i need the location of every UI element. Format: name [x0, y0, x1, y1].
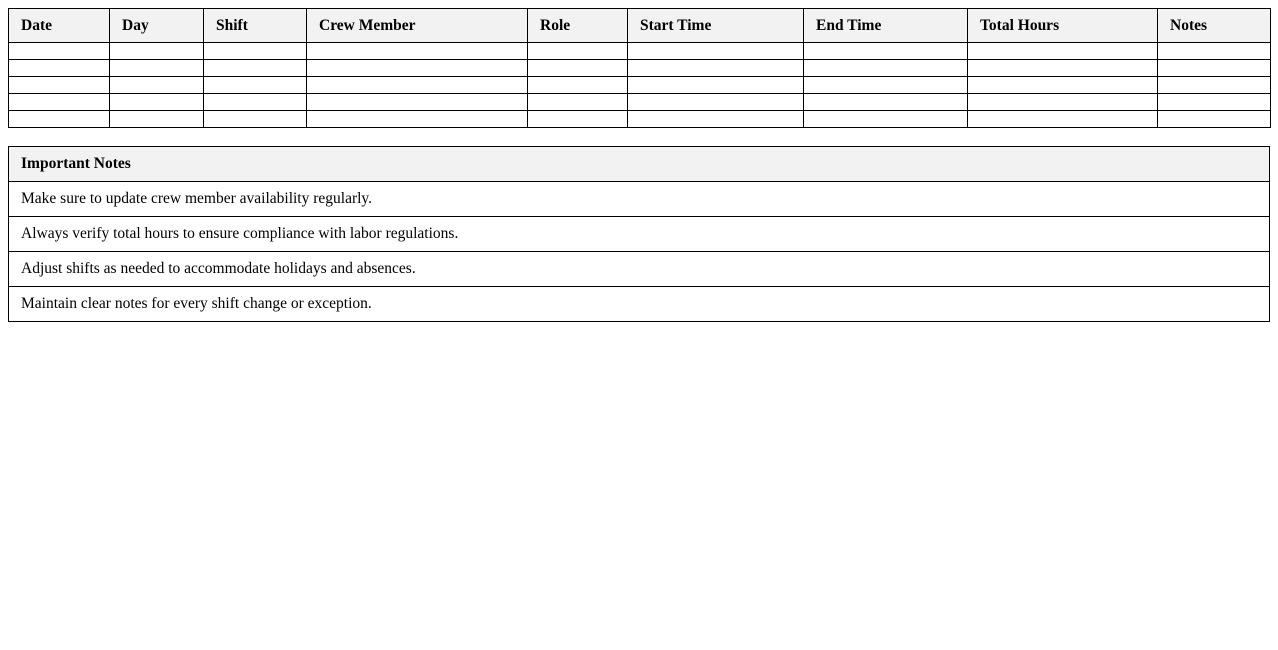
table-cell[interactable] [9, 77, 110, 94]
table-cell[interactable] [1158, 60, 1271, 77]
table-cell[interactable] [1158, 43, 1271, 60]
table-cell[interactable] [968, 43, 1158, 60]
table-cell[interactable] [804, 111, 968, 128]
column-header-total-hours: Total Hours [968, 9, 1158, 43]
notes-heading: Important Notes [9, 147, 1270, 182]
table-cell[interactable] [9, 43, 110, 60]
table-cell[interactable] [628, 94, 804, 111]
crew-schedule-table [8, 8, 1271, 128]
table-cell[interactable] [528, 77, 628, 94]
table-cell[interactable] [804, 60, 968, 77]
table-cell[interactable] [307, 111, 528, 128]
list-item [9, 182, 1270, 217]
table-cell[interactable] [1158, 94, 1271, 111]
list-item [9, 217, 1270, 252]
table-cell[interactable] [628, 60, 804, 77]
note-text: Maintain clear notes for every shift change or exception. [9, 287, 1270, 322]
column-header-crew-member: Crew Member [307, 9, 528, 43]
table-cell[interactable] [307, 77, 528, 94]
table-cell[interactable] [307, 94, 528, 111]
page-content [8, 8, 1270, 322]
table-row [9, 43, 1271, 60]
table-cell[interactable] [110, 77, 204, 94]
table-cell[interactable] [528, 60, 628, 77]
table-cell[interactable] [9, 111, 110, 128]
table-cell[interactable] [307, 43, 528, 60]
table-header-row [9, 9, 1271, 43]
table-cell[interactable] [110, 43, 204, 60]
table-cell[interactable] [204, 111, 307, 128]
table-cell[interactable] [968, 94, 1158, 111]
table-cell[interactable] [110, 111, 204, 128]
table-row [9, 77, 1271, 94]
list-item [9, 252, 1270, 287]
table-cell[interactable] [204, 77, 307, 94]
table-cell[interactable] [968, 77, 1158, 94]
table-cell[interactable] [528, 43, 628, 60]
note-text: Make sure to update crew member availability regularly. [9, 182, 1270, 217]
column-header-day: Day [110, 9, 204, 43]
table-cell[interactable] [9, 94, 110, 111]
table-cell[interactable] [307, 60, 528, 77]
column-header-shift: Shift [204, 9, 307, 43]
table-cell[interactable] [968, 60, 1158, 77]
table-row [9, 60, 1271, 77]
table-cell[interactable] [528, 94, 628, 111]
list-item [9, 287, 1270, 322]
column-header-date: Date [9, 9, 110, 43]
table-cell[interactable] [9, 60, 110, 77]
table-cell[interactable] [204, 43, 307, 60]
table-cell[interactable] [628, 77, 804, 94]
table-cell[interactable] [1158, 77, 1271, 94]
table-cell[interactable] [204, 94, 307, 111]
table-cell[interactable] [968, 111, 1158, 128]
table-row [9, 111, 1271, 128]
table-cell[interactable] [628, 111, 804, 128]
column-header-notes: Notes [1158, 9, 1271, 43]
important-notes-table [8, 146, 1270, 322]
column-header-role: Role [528, 9, 628, 43]
table-cell[interactable] [804, 43, 968, 60]
table-cell[interactable] [204, 60, 307, 77]
table-cell[interactable] [1158, 111, 1271, 128]
column-header-start-time: Start Time [628, 9, 804, 43]
table-cell[interactable] [804, 77, 968, 94]
note-text: Always verify total hours to ensure compliance with labor regulations. [9, 217, 1270, 252]
table-cell[interactable] [110, 94, 204, 111]
table-row [9, 94, 1271, 111]
table-cell[interactable] [804, 94, 968, 111]
note-text: Adjust shifts as needed to accommodate holidays and absences. [9, 252, 1270, 287]
column-header-end-time: End Time [804, 9, 968, 43]
table-cell[interactable] [628, 43, 804, 60]
notes-header-row [9, 147, 1270, 182]
table-cell[interactable] [528, 111, 628, 128]
table-cell[interactable] [110, 60, 204, 77]
